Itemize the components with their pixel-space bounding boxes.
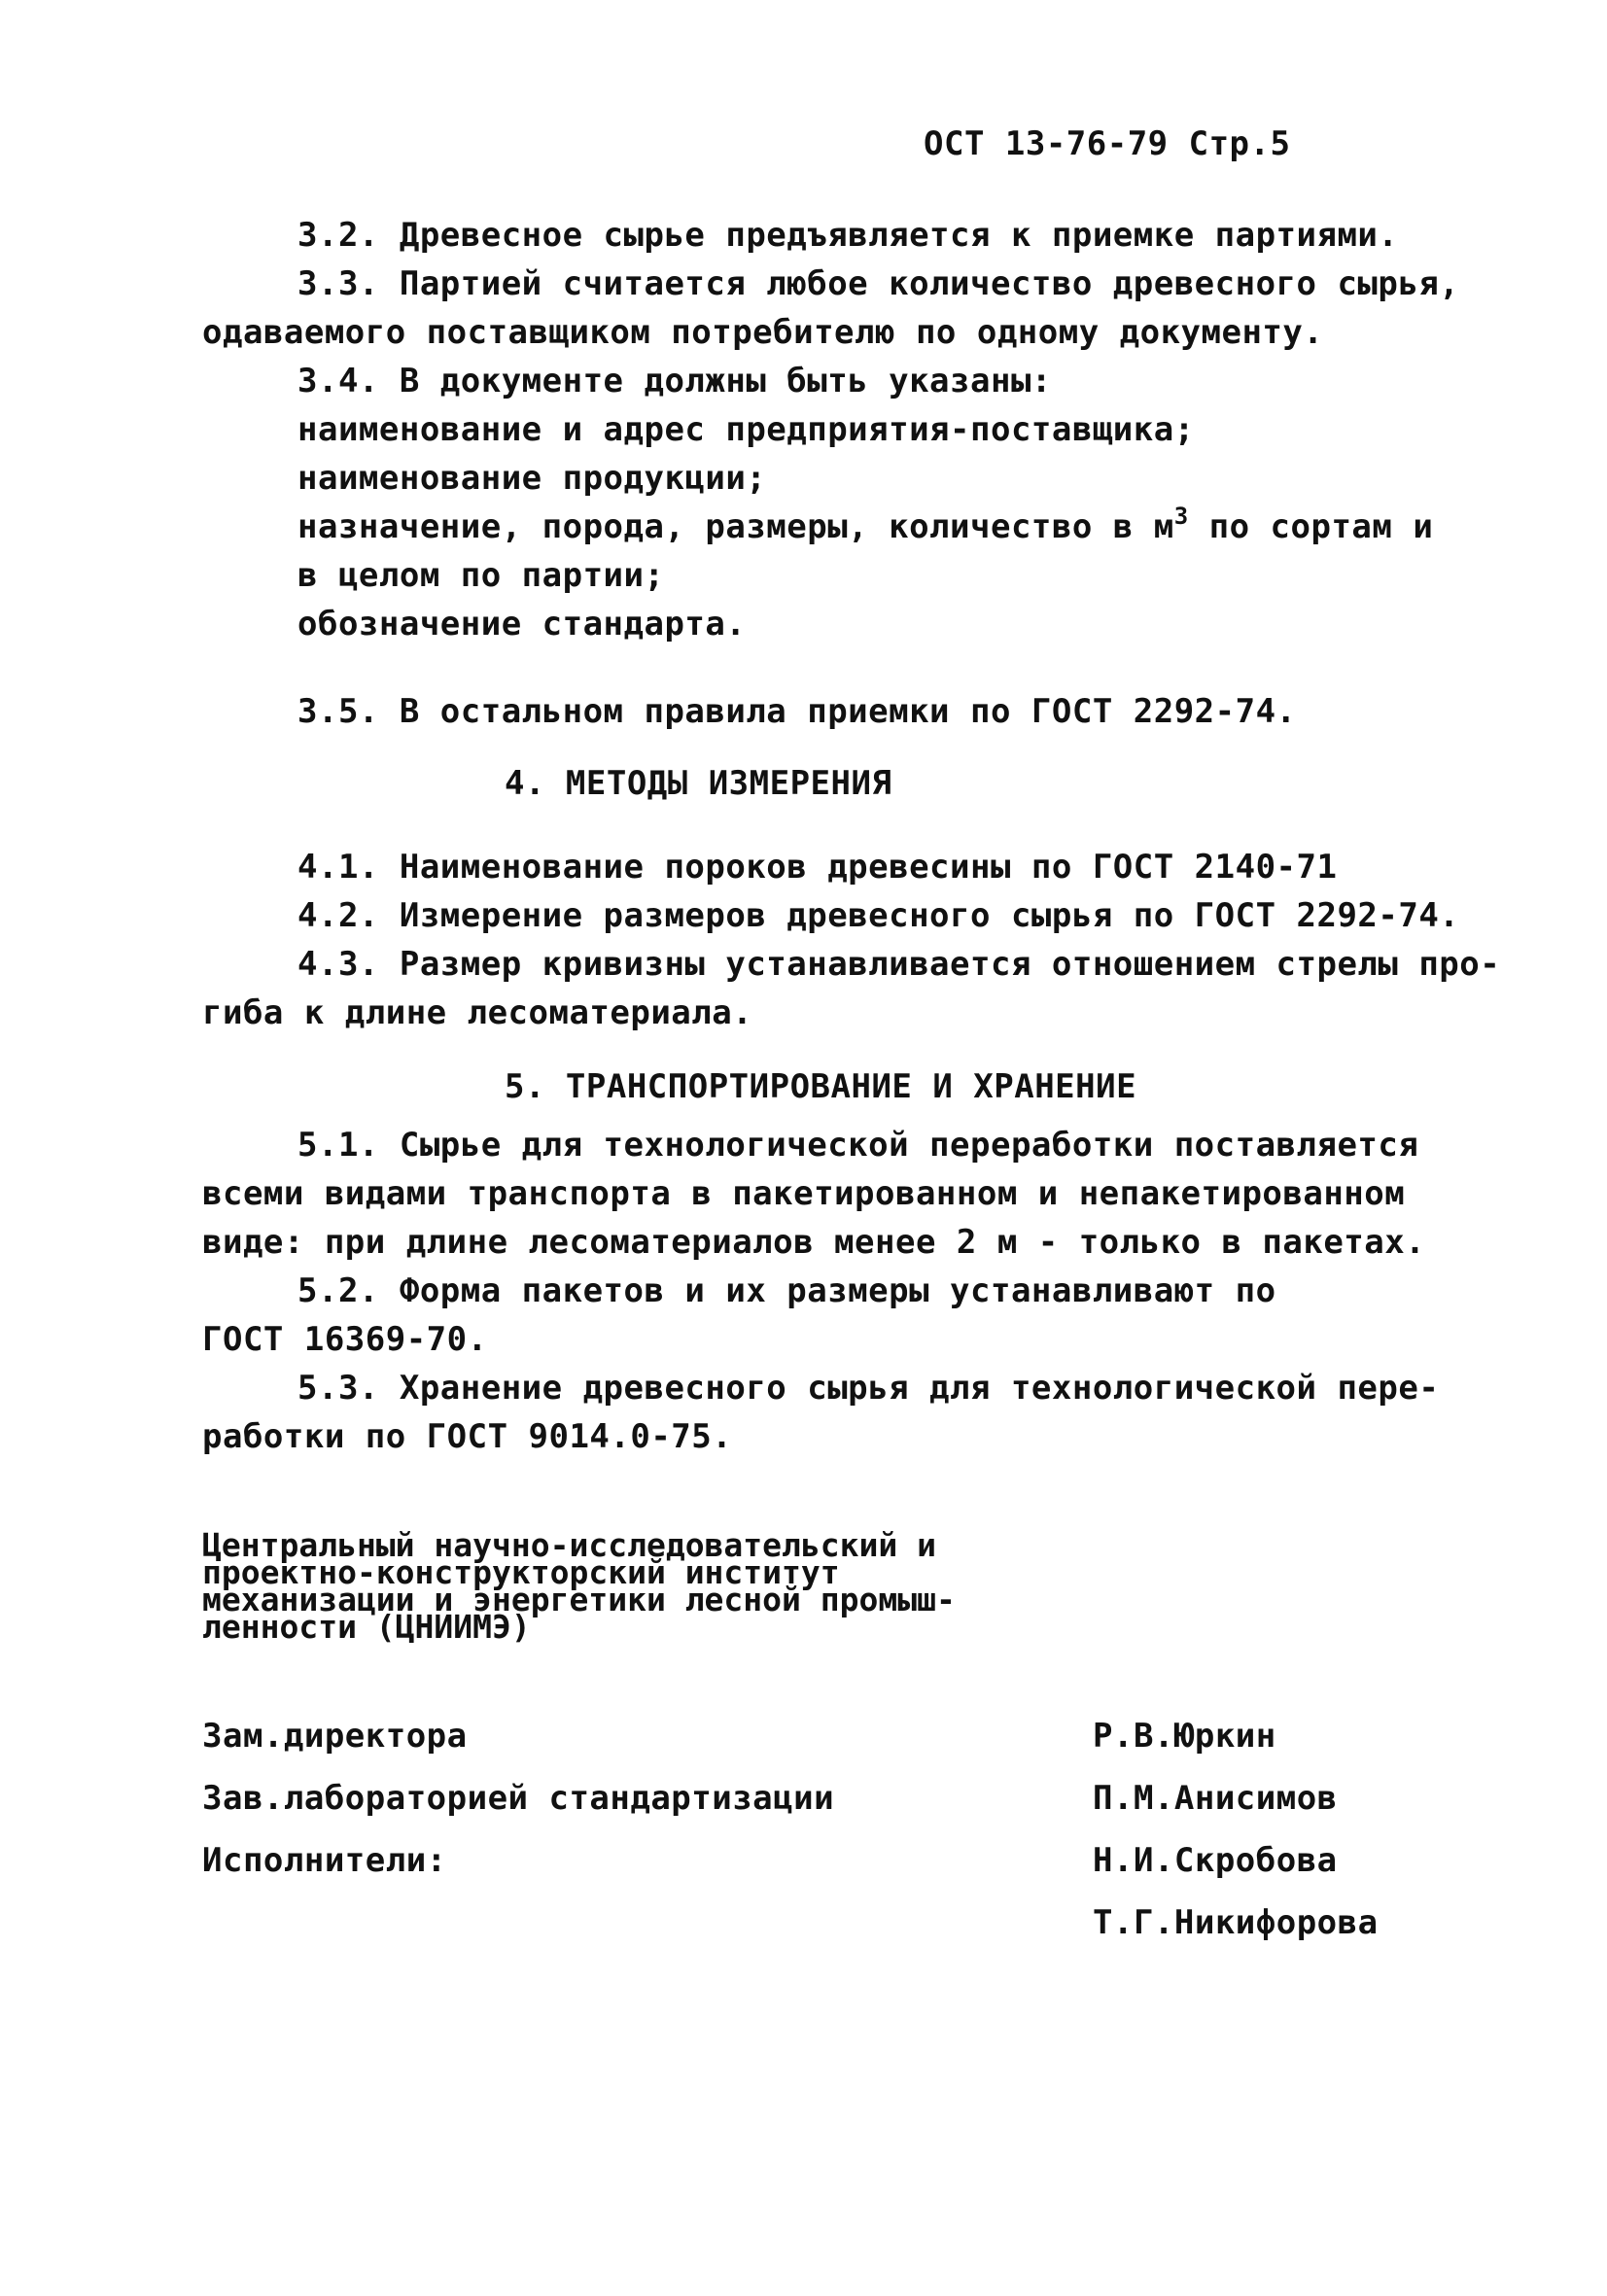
paragraph-5-1-line-2: всеми видами транспорта в пакетированном и непакетированном (202, 1174, 1406, 1213)
paragraph-5-3-line-1: 5.3. Хранение древесного сырья для технологической пере- (297, 1369, 1440, 1408)
signature-name-performer-1: Н.И.Скробова (1093, 1841, 1338, 1880)
paragraph-5-3-line-2: работки по ГОСТ 9014.0-75. (202, 1417, 733, 1456)
paragraph-4-1: 4.1. Наименование пороков древесины по ГОСТ 2140-71 (297, 848, 1338, 887)
paragraph-5-1-line-1: 5.1. Сырье для технологической переработки поставляется (297, 1126, 1419, 1165)
institute-line-3: механизации и энергетики лесной промыш- (202, 1581, 956, 1618)
paragraph-4-3-line-1: 4.3. Размер кривизны устанавливается отношением стрелы про- (297, 945, 1501, 984)
paragraph-3-5: 3.5. В остальном правила приемки по ГОСТ 2292-74. (297, 692, 1297, 731)
paragraph-3-3-line-1: 3.3. Партией считается любое количество древесного сырья, (297, 264, 1460, 303)
signature-name-performer-2: Т.Г.Никифорова (1093, 1903, 1379, 1942)
list-item-product: наименование продукции; (297, 459, 767, 498)
signature-name-deputy-director: Р.В.Юркин (1093, 1717, 1276, 1756)
page-header: ОСТ 13-76-79 Стр.5 (924, 124, 1291, 163)
paragraph-5-2-line-2: ГОСТ 16369-70. (202, 1320, 488, 1359)
paragraph-3-4-intro: 3.4. В документе должны быть указаны: (297, 362, 1052, 400)
signature-name-lab-head: П.М.Анисимов (1093, 1779, 1338, 1818)
paragraph-4-2: 4.2. Измерение размеров древесного сырья по ГОСТ 2292-74. (297, 896, 1460, 935)
paragraph-5-2-line-1: 5.2. Форма пакетов и их размеры устанавливают по (297, 1271, 1276, 1310)
section-5-heading: 5. ТРАНСПОРТИРОВАНИЕ И ХРАНЕНИЕ (505, 1067, 1137, 1106)
signature-role-lab-head: Зав.лабораторией стандартизации (202, 1779, 835, 1818)
list-item-purpose-line-2: в целом по партии; (297, 556, 665, 595)
list-item-standard: обозначение стандарта. (297, 605, 747, 644)
list-item-purpose-text: назначение, порода, размеры, количество в м (297, 507, 1174, 546)
paragraph-3-3-line-2: одаваемого поставщиком потребителю по одному документу. (202, 313, 1324, 352)
institute-line-1: Центральный научно-исследовательский и (202, 1526, 936, 1564)
cubic-superscript: 3 (1173, 503, 1189, 530)
paragraph-3-2: 3.2. Древесное сырье предъявляется к приемке партиями. (297, 216, 1399, 255)
section-4-heading: 4. МЕТОДЫ ИЗМЕРЕНИЯ (505, 764, 892, 803)
paragraph-5-1-line-3: виде: при длине лесоматериалов менее 2 м - только в пакетах. (202, 1223, 1426, 1262)
signature-role-performers: Исполнители: (202, 1841, 447, 1880)
list-item-purpose-tail: по сортам и (1188, 507, 1434, 546)
signature-role-deputy-director: Зам.директора (202, 1717, 468, 1756)
paragraph-4-3-line-2: гиба к длине лесоматериала. (202, 993, 753, 1032)
list-item-supplier: наименование и адрес предприятия-поставщика; (297, 410, 1195, 449)
institute-line-4: ленности (ЦНИИМЭ) (202, 1608, 531, 1646)
institute-line-2: проектно-конструкторский институт (202, 1553, 840, 1591)
list-item-purpose (297, 503, 1434, 546)
